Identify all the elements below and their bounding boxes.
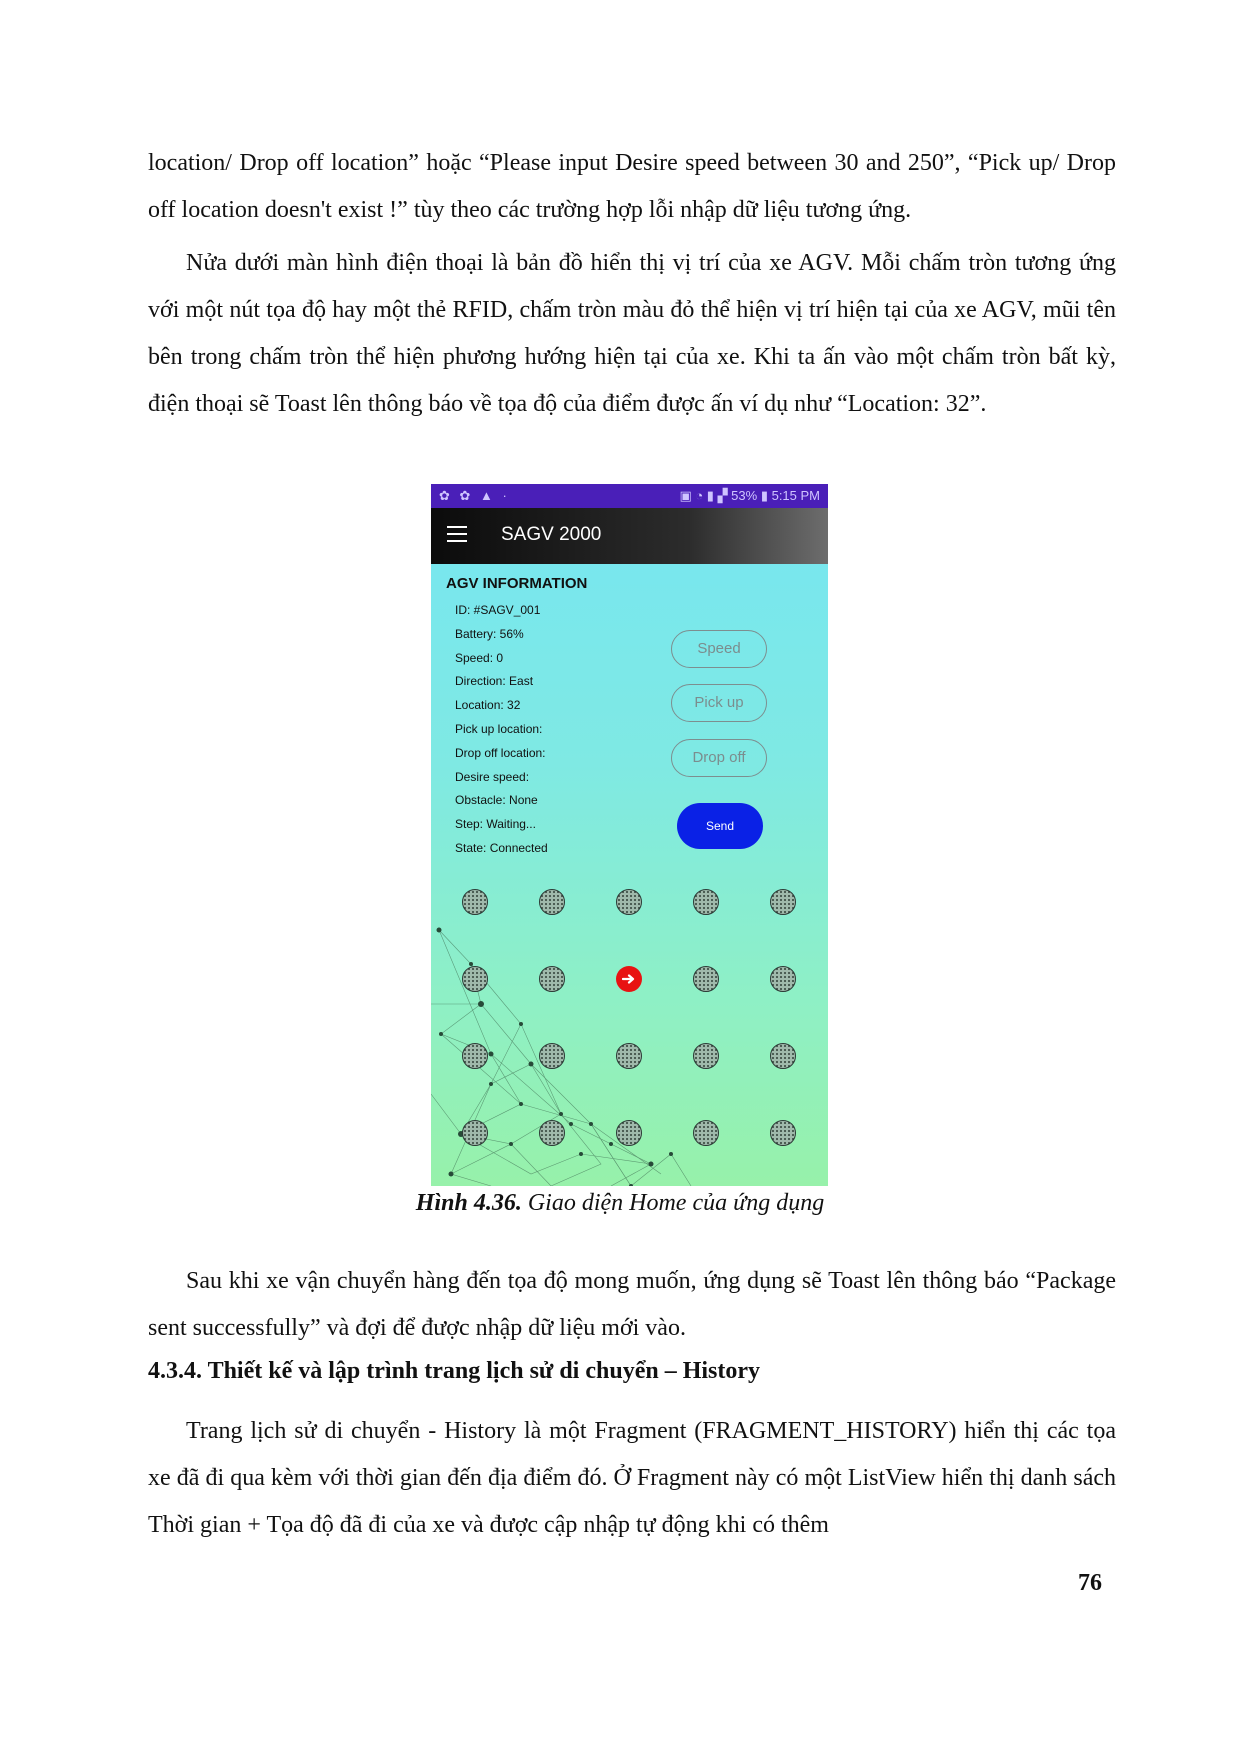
info-obstacle: Obstacle: None xyxy=(455,793,538,808)
app-title: SAGV 2000 xyxy=(501,524,602,545)
map-node[interactable] xyxy=(616,889,642,915)
paragraph-1: location/ Drop off location” hoặc “Please input Desire speed between 30 and 250”, “Pick up/ Drop off location doesn't exist !” tùy theo các trường hợp lỗi nhập dữ liệu tương ứng. xyxy=(148,150,1116,223)
dropoff-button[interactable]: Drop off xyxy=(671,739,767,777)
map-node[interactable] xyxy=(539,1043,565,1069)
map-node[interactable] xyxy=(693,1043,719,1069)
info-list xyxy=(455,599,548,861)
info-title: AGV INFORMATION xyxy=(446,575,588,592)
right-arrow-icon xyxy=(622,974,636,984)
map-node[interactable] xyxy=(770,966,796,992)
info-pickup: Pick up location: xyxy=(455,721,543,736)
phone-screenshot xyxy=(431,484,828,1186)
map-node[interactable] xyxy=(539,966,565,992)
map-node[interactable] xyxy=(462,966,488,992)
figure-label: Hình 4.36. xyxy=(415,1190,522,1216)
map-node[interactable] xyxy=(462,1120,488,1146)
info-step: Step: Waiting... xyxy=(455,817,536,832)
app-bar xyxy=(431,508,828,564)
map-node[interactable] xyxy=(462,889,488,915)
map-node[interactable] xyxy=(770,1043,796,1069)
info-dropoff: Drop off location: xyxy=(455,745,546,760)
status-bar xyxy=(431,484,828,508)
status-system-info: ▣ ◔ ▮ ▞ 53% ▮ 5:15 PM xyxy=(679,488,820,503)
map-node[interactable] xyxy=(693,966,719,992)
map-node[interactable] xyxy=(693,889,719,915)
info-speed: Speed: 0 xyxy=(455,650,504,665)
map-node[interactable] xyxy=(462,1043,488,1069)
info-desire-speed: Desire speed: xyxy=(455,769,530,784)
send-button[interactable]: Send xyxy=(677,803,763,849)
figure-title: Giao diện Home của ứng dụng xyxy=(527,1190,825,1216)
map-node[interactable] xyxy=(770,889,796,915)
map-node[interactable] xyxy=(539,889,565,915)
map-node[interactable] xyxy=(616,1043,642,1069)
speed-button[interactable]: Speed xyxy=(671,630,767,668)
hamburger-menu-icon[interactable] xyxy=(447,526,467,542)
info-location: Location: 32 xyxy=(455,698,521,713)
paragraph-2: Nửa dưới màn hình điện thoại là bản đồ hiển thị vị trí của xe AGV. Mỗi chấm tròn tương ứng với một nút tọa độ hay một thẻ RFID, chấm tròn màu đỏ thể hiện vị trí hiện tại của xe AGV, mũi tên bên trong chấm tròn thể hiện phương hướng hiện tại của xe. Khi ta ấn vào một chấm tròn bất kỳ, điện thoại sẽ Toast lên thông báo về tọa độ của điểm được ấn ví dụ như “Location: 32”. xyxy=(148,250,1116,417)
section-heading: 4.3.4. Thiết kế và lập trình trang lịch sử di chuyển – History xyxy=(148,1358,761,1384)
info-direction: Direction: East xyxy=(455,674,534,689)
paragraph-4: Trang lịch sử di chuyển - History là một Fragment (FRAGMENT_HISTORY) hiển thị các tọa xe đã đi qua kèm với thời gian đến địa điểm đó. Ở Fragment này có một ListView hiển thị danh sách Thời gian + Tọa độ đã đi của xe và được cập nhập tự động khi có thêm xyxy=(148,1418,1116,1538)
map-node[interactable] xyxy=(770,1120,796,1146)
map-node[interactable] xyxy=(539,1120,565,1146)
map-node[interactable] xyxy=(693,1120,719,1146)
page-number: 76 xyxy=(1078,1570,1102,1596)
paragraph-3: Sau khi xe vận chuyển hàng đến tọa độ mong muốn, ứng dụng sẽ Toast lên thông báo “Package sent successfully” và đợi để được nhập dữ liệu mới vào. xyxy=(148,1268,1116,1341)
pickup-button[interactable]: Pick up xyxy=(671,684,767,722)
info-battery: Battery: 56% xyxy=(455,626,524,641)
info-id: ID: #SAGV_001 xyxy=(455,603,541,617)
map-node[interactable] xyxy=(616,1120,642,1146)
status-notification-icons: ✿ ✿ ▲ · xyxy=(439,488,510,503)
info-state: State: Connected xyxy=(455,840,548,855)
figure-caption xyxy=(0,1190,1240,1217)
current-location-node[interactable] xyxy=(616,966,642,992)
